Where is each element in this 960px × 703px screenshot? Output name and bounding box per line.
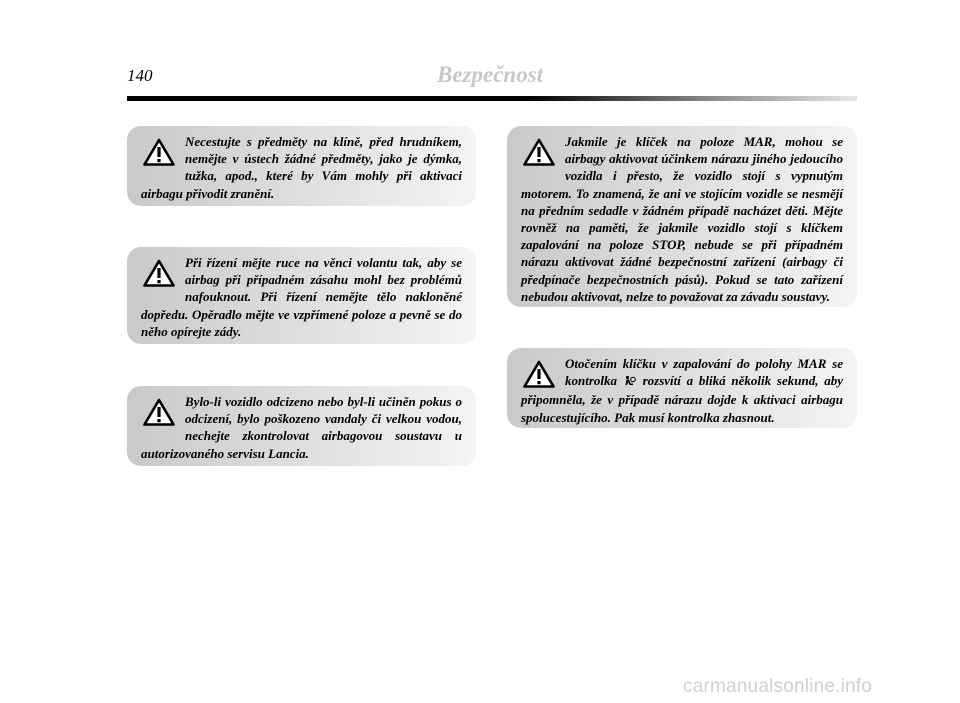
warning-text-part-1: Otočením klíčku v zapalování do polohy MAR se kontrolka [565,356,843,389]
page-number: 140 [127,66,153,85]
warning-box-2 [127,247,476,344]
warning-box-3 [127,386,476,466]
section-title: Bezpečnost [437,62,544,87]
header-rule [127,96,857,101]
watermark: carmanualsonline.info [683,676,873,697]
warning-triangle-icon [143,398,175,426]
warning-text: Jakmile je klíček na poloze MAR, mohou se airbagy aktivovat účinkem nárazu jiného jedoucího vozidla i přesto, že vozidlo stojí s vypnutým motorem. To znamená, že ani ve stojícím vozidle se nesmějí na předním sedadle v žádném případě nacházet děti. Mějte rovněž na paměti, že jakmile vozidlo stojí s klíčkem zapalování na poloze STOP, nebude se při případném nárazu aktivovat žádné bezpečnostní zařízení (airbagy či předpínače bezpečnostních pásů). Pokud se tato zařízení nebudou aktivovat, nelze to považovat za závadu soustavy. [521,134,843,304]
warning-text: Při řízení mějte ruce na věnci volantu tak, aby se airbag při případném zásahu mohl bez problémů nafouknout. Při řízení nemějte tělo nakloněné dopředu. Opěradlo mějte ve vzpřímené poloze a pevně se do něho opírejte zády. [141,255,462,339]
warning-triangle-icon [523,360,555,388]
warning-text: Necestujte s předměty na klíně, před hrudníkem, nemějte v ústech žádné předměty, jako je dýmka, tužka, apod., které by Vám mohly při aktivaci airbagu přivodit zranění. [141,134,462,201]
warning-triangle-icon [143,138,175,166]
warning-triangle-icon [143,259,175,287]
warning-triangle-icon [523,138,555,166]
warning-box-1 [127,126,476,206]
warning-box-4 [507,126,857,307]
airbag-warning-light-icon [624,374,636,391]
warning-text [521,355,843,426]
warning-text-part-2: rozsvítí a bliká několik sekund, aby připomněla, že v případě nárazu dojde k aktivaci airbagu spolucestujícího. Pak musí kontrolka zhasnout. [521,373,844,425]
warning-text: Bylo-li vozidlo odcizeno nebo byl-li učiněn pokus o odcizení, bylo poškozeno vandaly či velkou vodou, nechejte zkontrolovat airbagovou soustavu u autorizovaného servisu Lancia. [141,394,462,461]
warning-box-5 [507,348,857,428]
